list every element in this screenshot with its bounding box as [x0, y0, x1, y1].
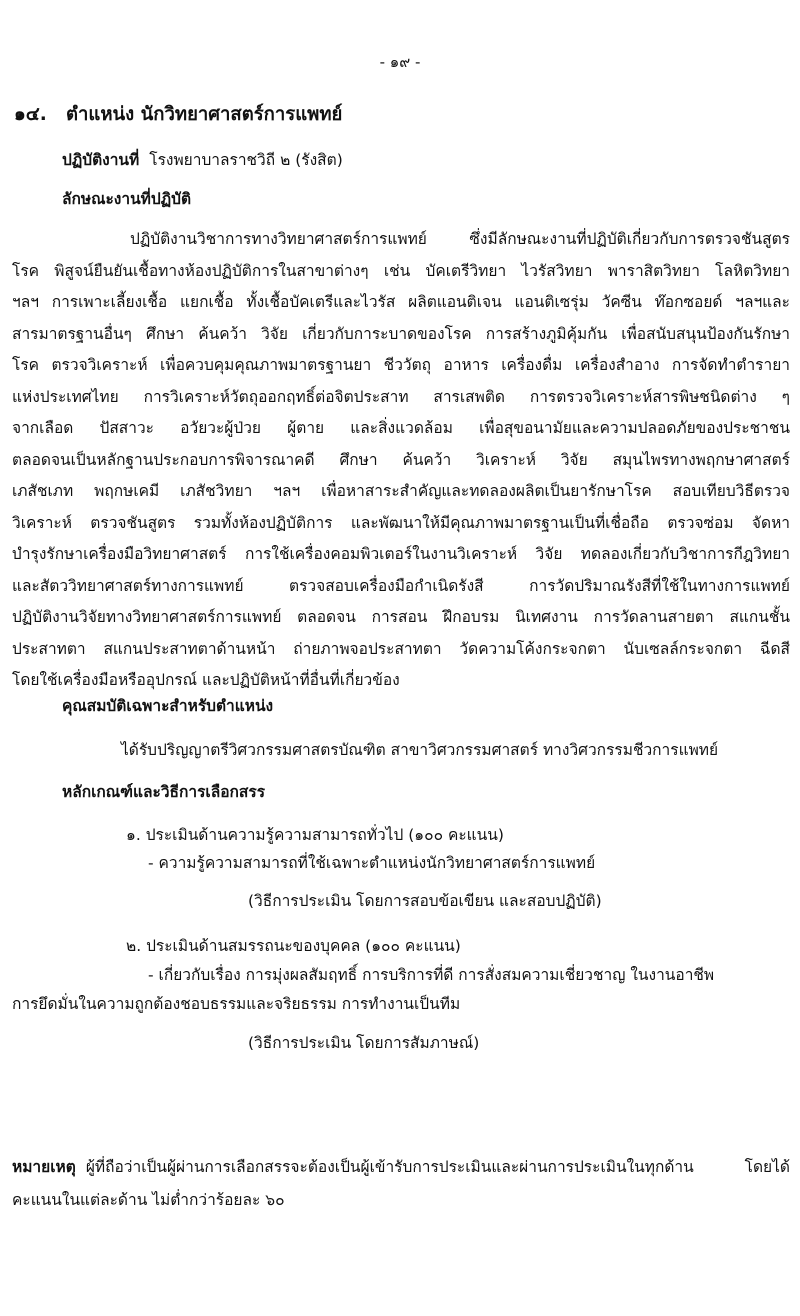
position-heading — [14, 100, 342, 129]
duties-line: วิเคราะห์ ตรวจชันสูตร รวมทั้งห้องปฏิบัติการ และพัฒนาให้มีคุณภาพมาตรฐานเป็นที่เชื่อถือ ตรวจซ่อม จัดหา — [12, 513, 790, 532]
duties-line: ปฏิบัติงานวิชาการทางวิทยาศาสตร์การแพทย์ ซึ่งมีลักษณะงานที่ปฏิบัติเกี่ยวกับการตรวจชันสูตร — [130, 230, 790, 248]
criteria-1-method: (วิธีการประเมิน โดยการสอบข้อเขียน และสอบปฏิบัติ) — [248, 892, 602, 910]
qualifications-text: ได้รับปริญญาตรีวิศวกรรมศาสตรบัณฑิต สาขาวิศวกรรมศาสตร์ ทางวิศวกรรมชีวการแพทย์ — [121, 741, 719, 759]
workplace-value: โรงพยาบาลราชวิถี ๒ (รังสิต) — [149, 151, 343, 169]
criteria-1-detail: - ความรู้ความสามารถที่ใช้เฉพาะตำแหน่งนักวิทยาศาสตร์การแพทย์ — [148, 854, 596, 872]
selection-heading: หลักเกณฑ์และวิธีการเลือกสรร — [62, 783, 266, 801]
duties-body — [12, 224, 790, 697]
duties-line: เภสัชเภท พฤกษเคมี เภสัชวิทยา ฯลฯ เพื่อหาสาระสำคัญและทดลองผลิตเป็นยารักษาโรค สอบเทียบวิธีตรวจ — [12, 482, 790, 500]
criteria-2-detail-cont: การยึดมั่นในความถูกต้องชอบธรรมและจริยธรรม การทำงานเป็นทีม — [12, 995, 461, 1013]
duties-line: จากเลือด ปัสสาวะ อวัยวะผู้ป่วย ผู้ตาย และสิ่งแวดล้อม เพื่อสุขอนามัยและความปลอดภัยของประชาชน — [12, 419, 790, 437]
note-text-1: ผู้ที่ถือว่าเป็นผู้ผ่านการเลือกสรรจะต้องเป็นผู้เข้ารับการประเมินและผ่านการประเมินในทุกด้าน โดยได้ — [85, 1158, 790, 1176]
qualifications-heading: คุณสมบัติเฉพาะสำหรับตำแหน่ง — [62, 697, 274, 715]
duties-line: โดยใช้เครื่องมือหรืออุปกรณ์ และปฏิบัติหน้าที่อื่นที่เกี่ยวข้อง — [12, 671, 400, 689]
note — [12, 1151, 790, 1217]
duties-line: และสัตววิทยาศาสตร์ทางการแพทย์ ตรวจสอบเครื่องมือกำเนิดรังสี การวัดปริมาณรังสีที่ใช้ในทางการแพทย์ — [12, 576, 790, 595]
position-number: ๑๔. — [14, 104, 47, 125]
duties-heading: ลักษณะงานที่ปฏิบัติ — [62, 190, 192, 208]
criteria-2-detail: - เกี่ยวกับเรื่อง การมุ่งผลสัมฤทธิ์ การบริการที่ดี การสั่งสมความเชี่ยวชาญ ในงานอาชีพ — [148, 966, 715, 984]
note-text-2: คะแนนในแต่ละด้าน ไม่ต่ำกว่าร้อยละ ๖๐ — [12, 1191, 285, 1209]
duties-line: แห่งประเทศไทย การวิเคราะห์วัตถุออกฤทธิ์ต่อจิตประสาท สารเสพติด การตรวจวิเคราะห์สารพิษชนิดต่าง ๆ — [12, 387, 790, 406]
duties-line: ตลอดจนเป็นหลักฐานประกอบการพิจารณาคดี ศึกษา ค้นคว้า วิเคราะห์ วิจัย สมุนไพรทางพฤกษาศาสตร์ — [12, 450, 790, 469]
criteria-2-title: ๒. ประเมินด้านสมรรถนะของบุคคล (๑๐๐ คะแนน) — [126, 937, 461, 955]
duties-line: ปฏิบัติงานวิจัยทางวิทยาศาสตร์การแพทย์ ตลอดจน การสอน ฝึกอบรม นิเทศงาน การวัดลานสายตา สแกนชั้น — [12, 608, 790, 626]
workplace — [62, 147, 343, 172]
duties-line: ฯลฯ การเพาะเลี้ยงเชื้อ แยกเชื้อ ทั้งเชื้อบัคเตรีและไวรัส ผลิตแอนติเจน แอนติเซรุ่ม วัคซีน ท๊อกซอยด์ ฯลฯและ — [12, 293, 790, 311]
note-label: หมายเหตุ — [12, 1158, 76, 1176]
position-title: ตำแหน่ง นักวิทยาศาสตร์การแพทย์ — [66, 104, 343, 125]
page-number: - ๑๙ - — [379, 53, 421, 71]
criteria-1-title: ๑. ประเมินด้านความรู้ความสามารถทั่วไป (๑๐๐ คะแนน) — [126, 826, 504, 844]
criteria-2-method: (วิธีการประเมิน โดยการสัมภาษณ์) — [248, 1034, 480, 1052]
duties-line: ประสาทตา สแกนประสาทตาด้านหน้า ถ่ายภาพจอประสาทตา วัดความโค้งกระจกตา นับเซลล์กระจกตา ฉีดสี — [12, 639, 790, 658]
note-line-1 — [12, 1151, 790, 1184]
duties-line: บำรุงรักษาเครื่องมือวิทยาศาสตร์ การใช้เครื่องคอมพิวเตอร์ในงานวิเคราะห์ วิจัย ทดลองเกี่ยวกับวิชาการกีฎวิทยา — [12, 545, 790, 563]
duties-line: โรค พิสูจน์ยืนยันเชื้อทางห้องปฏิบัติการในสาขาต่างๆ เช่น บัคเตรีวิทยา ไวรัสวิทยา พาราสิตวิทยา โลหิตวิทยา — [12, 261, 790, 280]
duties-line: โรค ตรวจวิเคราะห์ เพื่อควบคุมคุณภาพมาตรฐานยา ชีววัตถุ อาหาร เครื่องดื่ม เครื่องสำอาง การจัดทำตำรายา — [12, 356, 790, 374]
duties-line: สารมาตรฐานอื่นๆ ศึกษา ค้นคว้า วิจัย เกี่ยวกับการะบาดของโรค การสร้างภูมิคุ้มกัน เพื่อสนับสนุนป้องกันรักษา — [12, 324, 790, 343]
workplace-label: ปฏิบัติงานที่ — [62, 151, 140, 169]
